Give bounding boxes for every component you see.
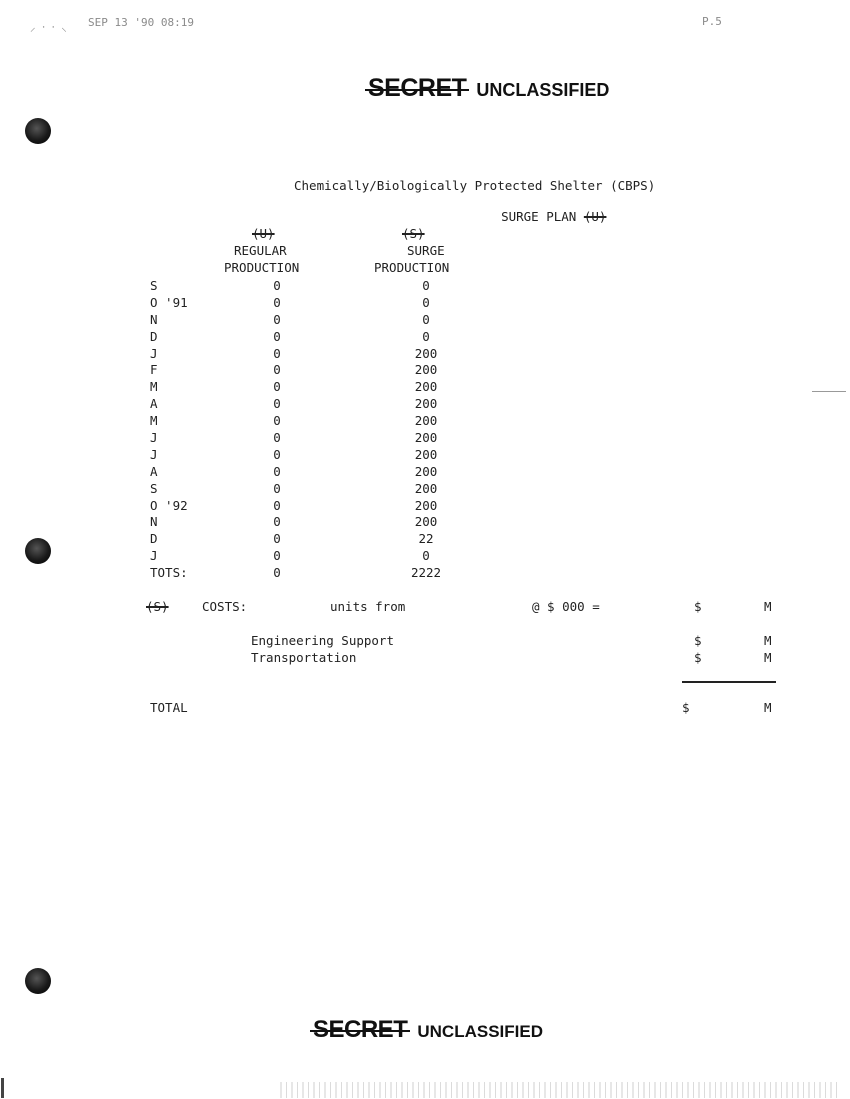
regular-cell: 0 xyxy=(273,328,281,344)
month-cell: N xyxy=(150,514,158,530)
surge-cell: 200 xyxy=(414,480,438,496)
subtitle-text: SURGE PLAN xyxy=(501,209,577,224)
total-dollar: $ xyxy=(682,700,690,715)
surge-cell: 22 xyxy=(418,531,434,547)
transportation-dollar: $ xyxy=(694,650,702,665)
surge-column-header-2: PRODUCTION xyxy=(374,260,450,275)
costs-m: M xyxy=(764,599,772,614)
surge-total: 2222 xyxy=(410,565,442,581)
surge-production-column xyxy=(396,278,456,582)
fax-timestamp: SEP 13 '90 08:19 xyxy=(88,16,194,29)
month-cell: O '91 xyxy=(150,294,188,310)
surge-cell: 200 xyxy=(414,430,438,446)
regular-cell: 0 xyxy=(273,497,281,513)
secret-marking-top: SECRET xyxy=(368,74,467,102)
month-cell: O '92 xyxy=(150,497,188,513)
fax-page-number: P.5 xyxy=(702,15,722,28)
month-cell: D xyxy=(150,328,158,344)
month-cell: A xyxy=(150,396,158,412)
regular-cell: 0 xyxy=(273,531,281,547)
month-cell: S xyxy=(150,480,158,496)
month-cell: F xyxy=(150,362,158,378)
secret-marking-bottom: SECRET xyxy=(313,1016,408,1043)
engineering-dollar: $ xyxy=(694,633,702,648)
surge-column-marking: (S) xyxy=(402,226,425,241)
unclassified-marking-bottom: UNCLASSIFIED xyxy=(417,1022,543,1041)
surge-cell: 200 xyxy=(414,379,438,395)
regular-column-header-1: REGULAR xyxy=(234,243,287,258)
regular-cell: 0 xyxy=(273,446,281,462)
surge-cell: 200 xyxy=(414,362,438,378)
regular-cell: 0 xyxy=(273,362,281,378)
costs-marking: (S) xyxy=(146,599,169,614)
surge-cell: 0 xyxy=(422,278,430,293)
subtitle-marking: (U) xyxy=(583,209,607,224)
top-classification xyxy=(368,74,609,103)
regular-cell: 0 xyxy=(273,311,281,327)
scan-artifact-right xyxy=(812,391,846,392)
regular-production-column xyxy=(262,278,292,582)
costs-units: units from xyxy=(330,599,406,614)
scan-artifact-bottom-strip xyxy=(280,1082,840,1098)
costs-rate: @ $ 000 = xyxy=(532,599,600,614)
bottom-classification xyxy=(313,1016,543,1044)
month-cell: M xyxy=(150,379,158,395)
transportation-label: Transportation xyxy=(251,650,357,665)
month-cell: A xyxy=(150,463,158,479)
surge-cell: 0 xyxy=(422,548,430,564)
regular-column-header-2: PRODUCTION xyxy=(224,260,300,275)
surge-column-header-1: SURGE xyxy=(407,243,445,258)
regular-cell: 0 xyxy=(273,548,281,564)
regular-cell: 0 xyxy=(273,463,281,479)
engineering-support-label: Engineering Support xyxy=(251,633,394,648)
regular-cell: 0 xyxy=(273,480,281,496)
surge-cell: 0 xyxy=(422,328,430,344)
regular-total: 0 xyxy=(273,565,281,581)
transportation-m: M xyxy=(764,650,772,665)
regular-cell: 0 xyxy=(273,379,281,395)
sum-rule xyxy=(682,681,776,683)
month-cell: M xyxy=(150,413,158,429)
total-m: M xyxy=(764,700,772,715)
engineering-m: M xyxy=(764,633,772,648)
month-cell: J xyxy=(150,548,158,564)
month-cell: J xyxy=(150,345,158,361)
month-cell: D xyxy=(150,531,158,547)
document-title: Chemically/Biologically Protected Shelter (CBPS) xyxy=(294,178,656,193)
totals-label: TOTS: xyxy=(150,565,188,581)
regular-cell: 0 xyxy=(273,413,281,429)
costs-dollar: $ xyxy=(694,599,702,614)
surge-cell: 200 xyxy=(414,446,438,462)
surge-cell: 200 xyxy=(414,514,438,530)
regular-cell: 0 xyxy=(273,430,281,446)
regular-cell: 0 xyxy=(273,278,281,293)
regular-column-marking: (U) xyxy=(252,226,275,241)
scan-artifact-bottom-left xyxy=(1,1078,4,1098)
fax-marks: ⸝ ⸱ ⸱ ⸜ xyxy=(30,21,67,34)
regular-cell: 0 xyxy=(273,294,281,310)
surge-cell: 0 xyxy=(422,311,430,327)
costs-label: COSTS: xyxy=(202,599,248,614)
surge-cell: 200 xyxy=(414,497,438,513)
document-subtitle xyxy=(486,194,606,224)
month-cell: N xyxy=(150,311,158,327)
month-column xyxy=(150,278,188,582)
month-cell: J xyxy=(150,446,158,462)
surge-cell: 0 xyxy=(422,294,430,310)
surge-cell: 200 xyxy=(414,345,438,361)
surge-cell: 200 xyxy=(414,463,438,479)
surge-cell: 200 xyxy=(414,413,438,429)
month-cell: J xyxy=(150,430,158,446)
total-label: TOTAL xyxy=(150,700,188,715)
month-cell: S xyxy=(150,278,158,293)
binder-hole-top xyxy=(25,118,51,144)
binder-hole-middle xyxy=(25,538,51,564)
binder-hole-bottom xyxy=(25,968,51,994)
regular-cell: 0 xyxy=(273,514,281,530)
regular-cell: 0 xyxy=(273,396,281,412)
unclassified-marking-top: UNCLASSIFIED xyxy=(476,80,610,100)
surge-cell: 200 xyxy=(414,396,438,412)
regular-cell: 0 xyxy=(273,345,281,361)
